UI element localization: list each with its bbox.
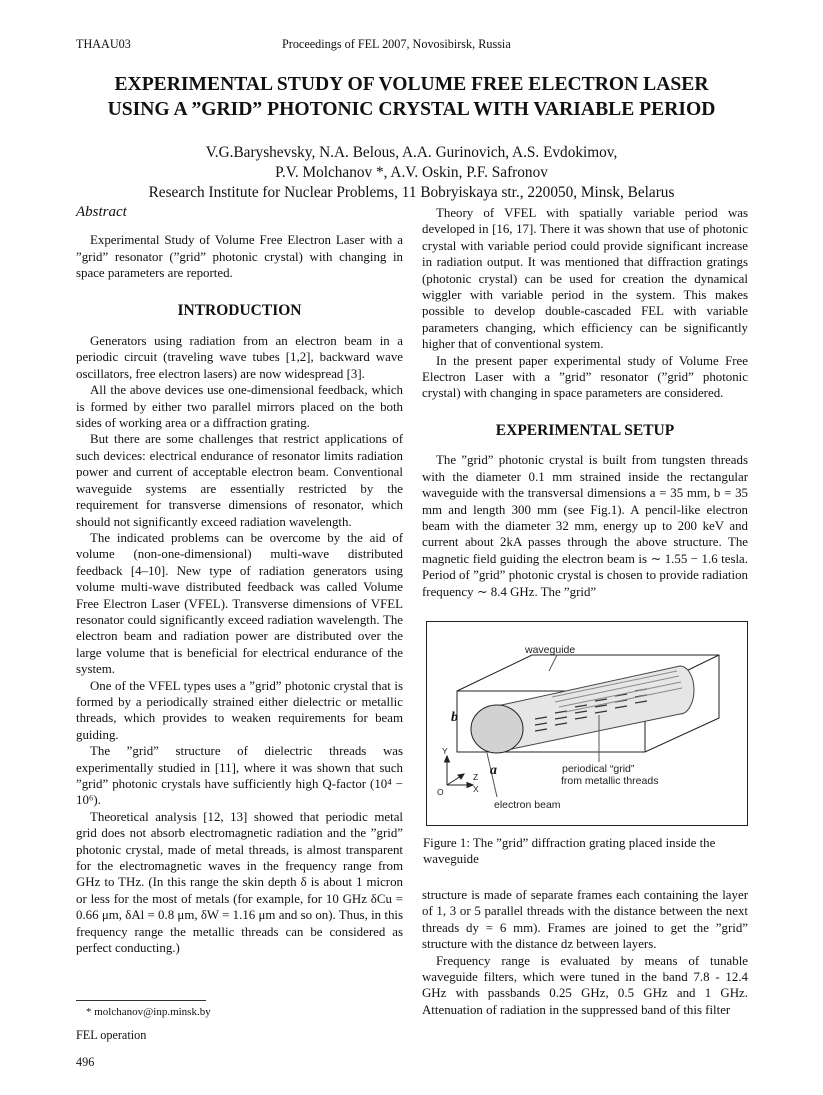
intro-paragraph-8: Theory of VFEL with spatially variable period was developed in [16, 17]. There it was shown that use of photonic crystal with variable period could provide significant increase in radiation output. It was mentioned that diffraction gratings (photonic crystal) can be used for creation the dynamical wiggler with variable period in the system. This makes possible to develop double-cascaded FEL with variable parameters changing, which efficiency can be significantly higher that of conventional system. bbox=[422, 206, 748, 352]
label-axis-z: Z bbox=[473, 772, 479, 782]
authors-line-2: P.V. Molchanov *, A.V. Oskin, P.F. Safronov bbox=[275, 164, 548, 181]
setup-paragraph-1: The ”grid” photonic crystal is built from tungsten threads with the diameter 0.1 mm strained inside the rectangular waveguide with the transversal dimensions a = 35 mm, b = 35 mm and length 300 mm (see Fig.1). A pencil-like electron beam with the diameter 32 mm, energy up to 200 keV and current about 2kA passes through the above structure. The magnetic field guiding the electron beam is ∼ 1.55 − 1.6 tesla. Period of ”grid” photonic crystal is chosen to provide radiation frequency ∼ 8.4 GHz. The ”grid” bbox=[422, 453, 748, 599]
figure-1 bbox=[426, 621, 748, 826]
coordinate-axes bbox=[445, 756, 474, 788]
affiliation: Research Institute for Nuclear Problems, 11 Bobryiskaya str., 220050, Minsk, Belarus bbox=[148, 184, 675, 201]
label-axis-y: Y bbox=[442, 746, 448, 756]
proceedings-header: Proceedings of FEL 2007, Novosibirsk, Russia bbox=[282, 37, 511, 51]
authors-line-1: V.G.Baryshevsky, N.A. Belous, A.A. Gurinovich, A.S. Evdokimov, bbox=[205, 144, 618, 161]
setup-paragraph-3: Frequency range is evaluated by means of tunable waveguide filters, which were tuned in the band 7.8 - 12.4 GHz with passbands 0.25 GHz, 0.5 GHz and 1 GHz. Attenuation of radiation in the suppressed band of this filter bbox=[422, 953, 748, 1017]
electron-beam-section bbox=[471, 705, 523, 753]
paper-id: THAAU03 bbox=[76, 37, 131, 51]
intro-paragraph-6: The ”grid” structure of dielectric threads was experimentally studied in [11], where it was shown that such ”grid” photonic crystals have sufficiently high Q-factor (10⁴ − 10⁶). bbox=[76, 744, 403, 808]
abstract-heading: Abstract bbox=[76, 204, 127, 220]
figure-caption: Figure 1: The ”grid” diffraction grating placed inside the waveguide bbox=[423, 836, 716, 867]
authors-block bbox=[60, 143, 763, 203]
footer-section: FEL operation bbox=[76, 1028, 147, 1042]
paper-title bbox=[60, 72, 763, 122]
intro-paragraph-4: The indicated problems can be overcome by the aid of volume (non-one-dimensional) multi-wave distributed feedback [4–10]. New type of radiation generators using volume multi-wave distributed feedback was called Volume Free Electron Laser (VFEL). Transverse dimensions of VFEL resonator could significantly exceed radiation wavelength. The electron beam and radiation power are distributed over the large volume that is beneficial for electrical endurance of the system. bbox=[76, 530, 403, 677]
label-a: a bbox=[490, 763, 497, 778]
setup-paragraph-2: structure is made of separate frames each containing the layer of 1, 3 or 5 parallel threads with the distance between the next threads dy = 6 mm). Frames are joined to get the ”grid” structure with the distance dz between layers. bbox=[422, 888, 748, 952]
page-number: 496 bbox=[76, 1055, 95, 1069]
intro-paragraph-5: One of the VFEL types uses a ”grid” photonic crystal that is formed by a periodically strained either dielectric or metallic threads, which provides to weaken requirements for beam guiding. bbox=[76, 678, 403, 742]
title-line-2: USING A ”GRID” PHOTONIC CRYSTAL WITH VARIABLE PERIOD bbox=[107, 99, 716, 120]
label-b: b bbox=[451, 710, 458, 725]
abstract-text: Experimental Study of Volume Free Electron Laser with a ”grid” resonator (”grid” photonic crystal) with changing in space parameters are reported. bbox=[76, 233, 403, 281]
right-column bbox=[422, 205, 748, 600]
intro-paragraph-2: All the above devices use one-dimensional feedback, which is formed by either two parallel mirrors placed on the both sides of working area or a diffraction grating. bbox=[76, 383, 403, 431]
waveguide-diagram bbox=[427, 622, 747, 825]
title-line-1: EXPERIMENTAL STUDY OF VOLUME FREE ELECTRON LASER bbox=[114, 74, 709, 95]
intro-paragraph-3: But there are some challenges that restrict applications of such devices: electrical endurance of resonator limits radiation power and current of acceptable electron beam. Conventional waveguide systems are essentially restricted by the requirement for transverse dimensions of resonator, which should not significantly exceed radiation wavelength. bbox=[76, 432, 403, 529]
label-axis-x: X bbox=[473, 784, 479, 794]
intro-paragraph-1: Generators using radiation from an electron beam in a periodic circuit (traveling wave tubes [1,2], backward wave oscillators, free electron lasers) are now widespread [3]. bbox=[76, 334, 403, 381]
footnote-rule bbox=[76, 1000, 206, 1001]
footnote: * molchanov@inp.minsk.by bbox=[86, 1006, 211, 1018]
right-column-bottom bbox=[422, 887, 748, 1018]
intro-paragraph-7: Theoretical analysis [12, 13] showed that periodic metal grid does not absorb electromagnetic radiation and the ”grid” photonic crystal, made of metal threads, is almost transparent for the electromagnetic waves in the frequency range from GHz to THz. (In this range the skin depth δ is about 1 micron or less for the most of metals (for example, for 10 GHz δCu = 0.66 μm, δAl = 0.8 μm, δW = 1.16 μm and so on). Thus, in this frequency range the metallic threads can be considered as perfect conducting.) bbox=[76, 809, 403, 956]
introduction-heading: INTRODUCTION bbox=[177, 301, 302, 319]
setup-heading: EXPERIMENTAL SETUP bbox=[495, 421, 675, 439]
label-electron-beam: electron beam bbox=[494, 799, 561, 811]
left-column bbox=[76, 204, 403, 956]
intro-paragraph-9: In the present paper experimental study of Volume Free Electron Laser with a ”grid” resonator (”grid” photonic crystal) with changing in space parameters are considered. bbox=[422, 353, 748, 401]
label-origin: O bbox=[437, 787, 444, 797]
label-grid-2: from metallic threads bbox=[561, 775, 659, 787]
label-grid-1: periodical “grid” bbox=[562, 763, 635, 775]
label-waveguide: waveguide bbox=[525, 644, 576, 656]
